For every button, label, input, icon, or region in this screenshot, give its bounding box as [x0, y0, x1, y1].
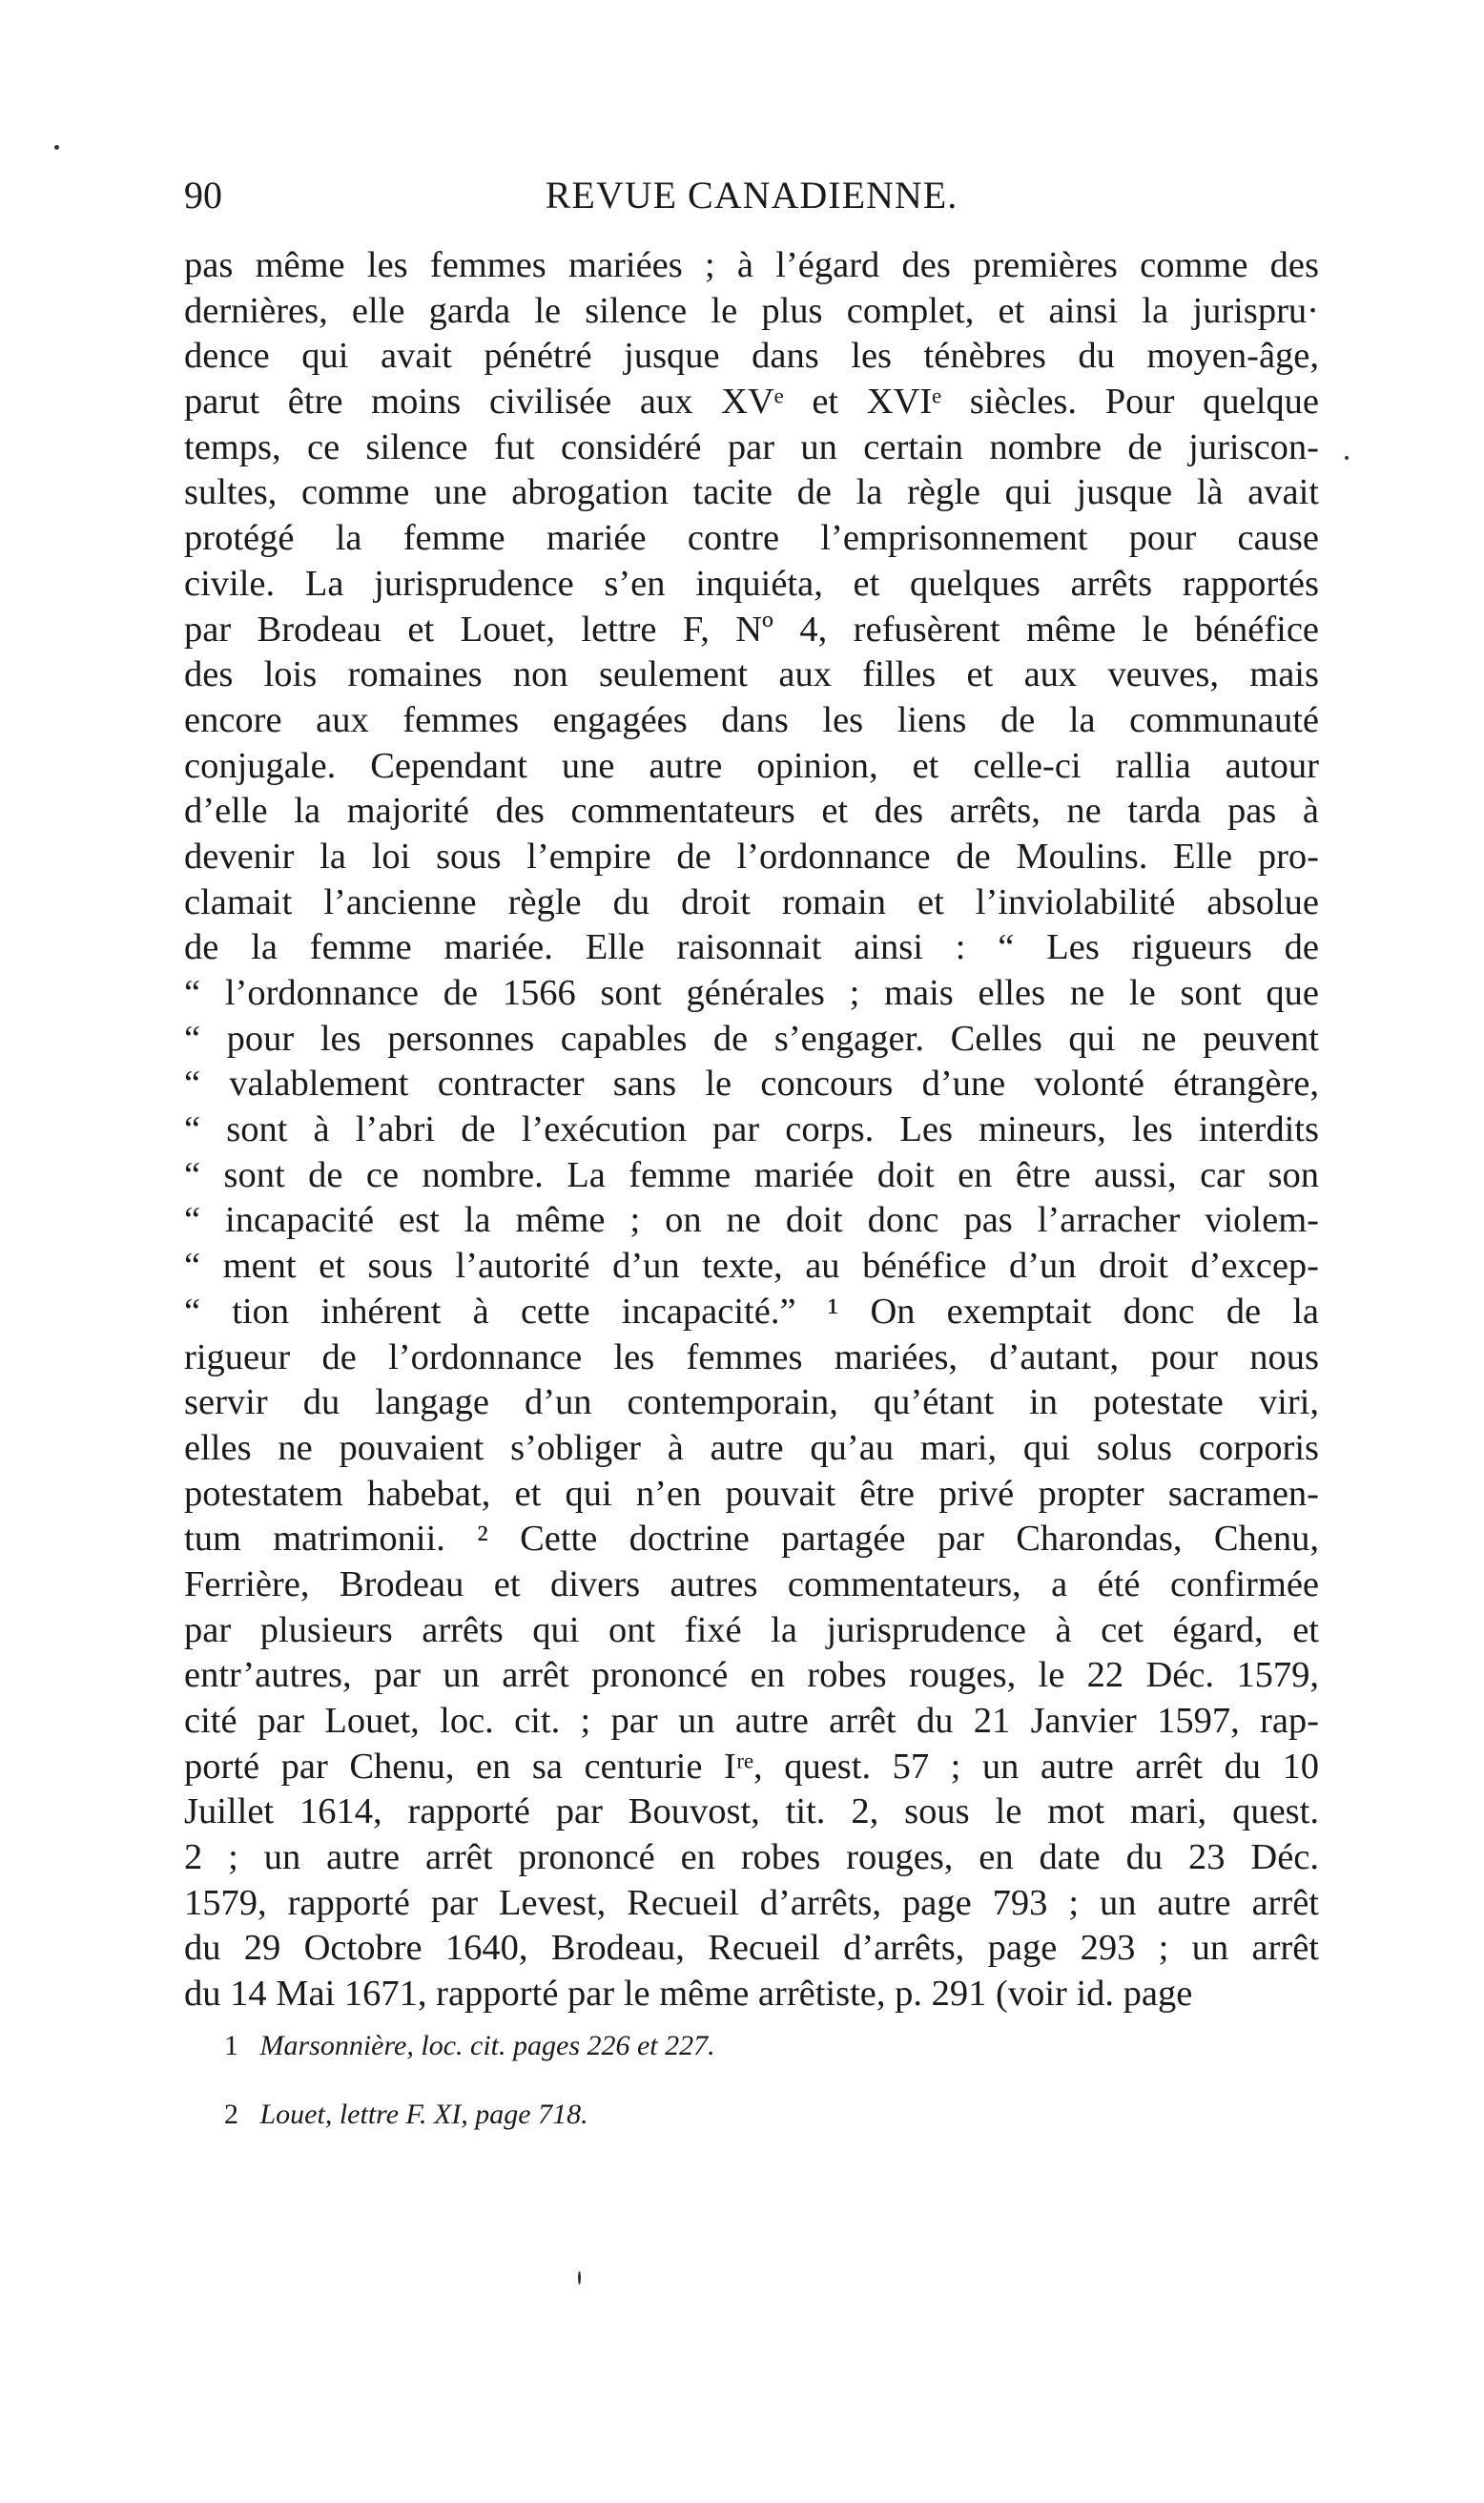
scan-speck: [1345, 456, 1349, 460]
text-line: potestatem habebat, et qui n’en pouvait être privé propter sacramen-: [184, 1473, 1319, 1514]
text-line: Juillet 1614, rapporté par Bouvost, tit. 2, sous le mot mari, quest.: [184, 1791, 1319, 1832]
text-line: parut être moins civilisée aux XVᵉ et XVIᵉ siècles. Pour quelque: [184, 382, 1319, 423]
text-line: des lois romaines non seulement aux filles et aux veuves, mais: [184, 654, 1319, 695]
text-line: clamait l’ancienne règle du droit romain et l’inviolabilité absolue: [184, 881, 1319, 922]
text-line: entr’autres, par un arrêt prononcé en robes rouges, le 22 Déc. 1579,: [184, 1655, 1319, 1696]
text-line: tum matrimonii. ² Cette doctrine partagée par Charondas, Chenu,: [184, 1519, 1319, 1560]
text-line: 2 ; un autre arrêt prononcé en robes rouges, en date du 23 Déc.: [184, 1837, 1319, 1878]
page-number: 90: [184, 174, 222, 217]
text-line: “ ment et sous l’autorité d’un texte, au bénéfice d’un droit d’excep-: [184, 1246, 1319, 1287]
text-line: protégé la femme mariée contre l’emprisonnement pour cause: [184, 518, 1319, 559]
text-line: “ valablement contracter sans le concours d’une volonté étrangère,: [184, 1064, 1319, 1105]
text-line: d’elle la majorité des commentateurs et des arrêts, ne tarda pas à: [184, 791, 1319, 832]
text-line: “ sont à l’abri de l’exécution par corps. Les mineurs, les interdits: [184, 1109, 1319, 1150]
text-line: “ tion inhérent à cette incapacité.” ¹ On exemptait donc de la: [184, 1291, 1319, 1332]
text-line: “ l’ordonnance de 1566 sont générales ; mais elles ne le sont que: [184, 973, 1319, 1013]
text-line: par Brodeau et Louet, lettre F, Nº 4, refusèrent même le bénéfice: [184, 609, 1319, 650]
text-line: porté par Chenu, en sa centurie Iʳᵉ, quest. 57 ; un autre arrêt du 10: [184, 1746, 1319, 1787]
footnotes: [224, 2032, 1178, 2169]
text-line: rigueur de l’ordonnance les femmes mariées, d’autant, pour nous: [184, 1336, 1319, 1377]
text-line: du 29 Octobre 1640, Brodeau, Recueil d’arrêts, page 293 ; un arrêt: [184, 1928, 1319, 1969]
text-line: conjugale. Cependant une autre opinion, et celle-ci rallia autour: [184, 745, 1319, 786]
footnote-mark: 1: [224, 2030, 238, 2061]
scan-speck: [54, 145, 59, 150]
text-line: sultes, comme une abrogation tacite de la règle qui jusque là avait: [184, 472, 1319, 513]
text-line: servir du langage d’un contemporain, qu’étant in potestate viri,: [184, 1382, 1319, 1423]
footnote: [224, 2100, 1178, 2129]
scan-speck: [578, 2271, 581, 2285]
body-text: [184, 243, 1319, 2017]
footnote: [224, 2032, 1178, 2060]
text-line: civile. La jurisprudence s’en inquiéta, et quelques arrêts rapportés: [184, 563, 1319, 604]
text-line: temps, ce silence fut considéré par un certain nombre de juriscon-: [184, 426, 1319, 467]
footnote-mark: 2: [224, 2099, 238, 2130]
text-line: dence qui avait pénétré jusque dans les ténèbres du moyen-âge,: [184, 336, 1319, 377]
text-line: Ferrière, Brodeau et divers autres commentateurs, a été confirmée: [184, 1563, 1319, 1604]
text-line: cité par Louet, loc. cit. ; par un autre arrêt du 21 Janvier 1597, rap-: [184, 1701, 1319, 1741]
text-line: dernières, elle garda le silence le plus complet, et ainsi la jurispru·: [184, 290, 1319, 331]
text-line: de la femme mariée. Elle raisonnait ainsi : “ Les rigueurs de: [184, 927, 1319, 968]
footnote-text: Marsonnière, loc. cit. pages 226 et 227.: [259, 2030, 715, 2061]
text-line: 1579, rapporté par Levest, Recueil d’arrêts, page 793 ; un autre arrêt: [184, 1882, 1319, 1923]
text-line: encore aux femmes engagées dans les liens de la communauté: [184, 699, 1319, 740]
footnote-text: Louet, lettre F. XI, page 718.: [259, 2099, 588, 2130]
text-line: par plusieurs arrêts qui ont fixé la jurisprudence à cet égard, et: [184, 1609, 1319, 1650]
text-line: “ incapacité est la même ; on ne doit donc pas l’arracher violem-: [184, 1200, 1319, 1241]
text-line: pas même les femmes mariées ; à l’égard des premières comme des: [184, 245, 1319, 285]
text-line: “ pour les personnes capables de s’engager. Celles qui ne peuvent: [184, 1018, 1319, 1059]
text-line: “ sont de ce nombre. La femme mariée doit en être aussi, car son: [184, 1154, 1319, 1195]
page-header: [184, 172, 1319, 219]
running-head: REVUE CANADIENNE.: [545, 174, 958, 217]
text-line: elles ne pouvaient s’obliger à autre qu’au mari, qui solus corporis: [184, 1427, 1319, 1468]
text-line: devenir la loi sous l’empire de l’ordonnance de Moulins. Elle pro-: [184, 836, 1319, 877]
text-line: du 14 Mai 1671, rapporté par le même arrêtiste, p. 291 (voir id. page: [184, 1974, 1193, 2015]
